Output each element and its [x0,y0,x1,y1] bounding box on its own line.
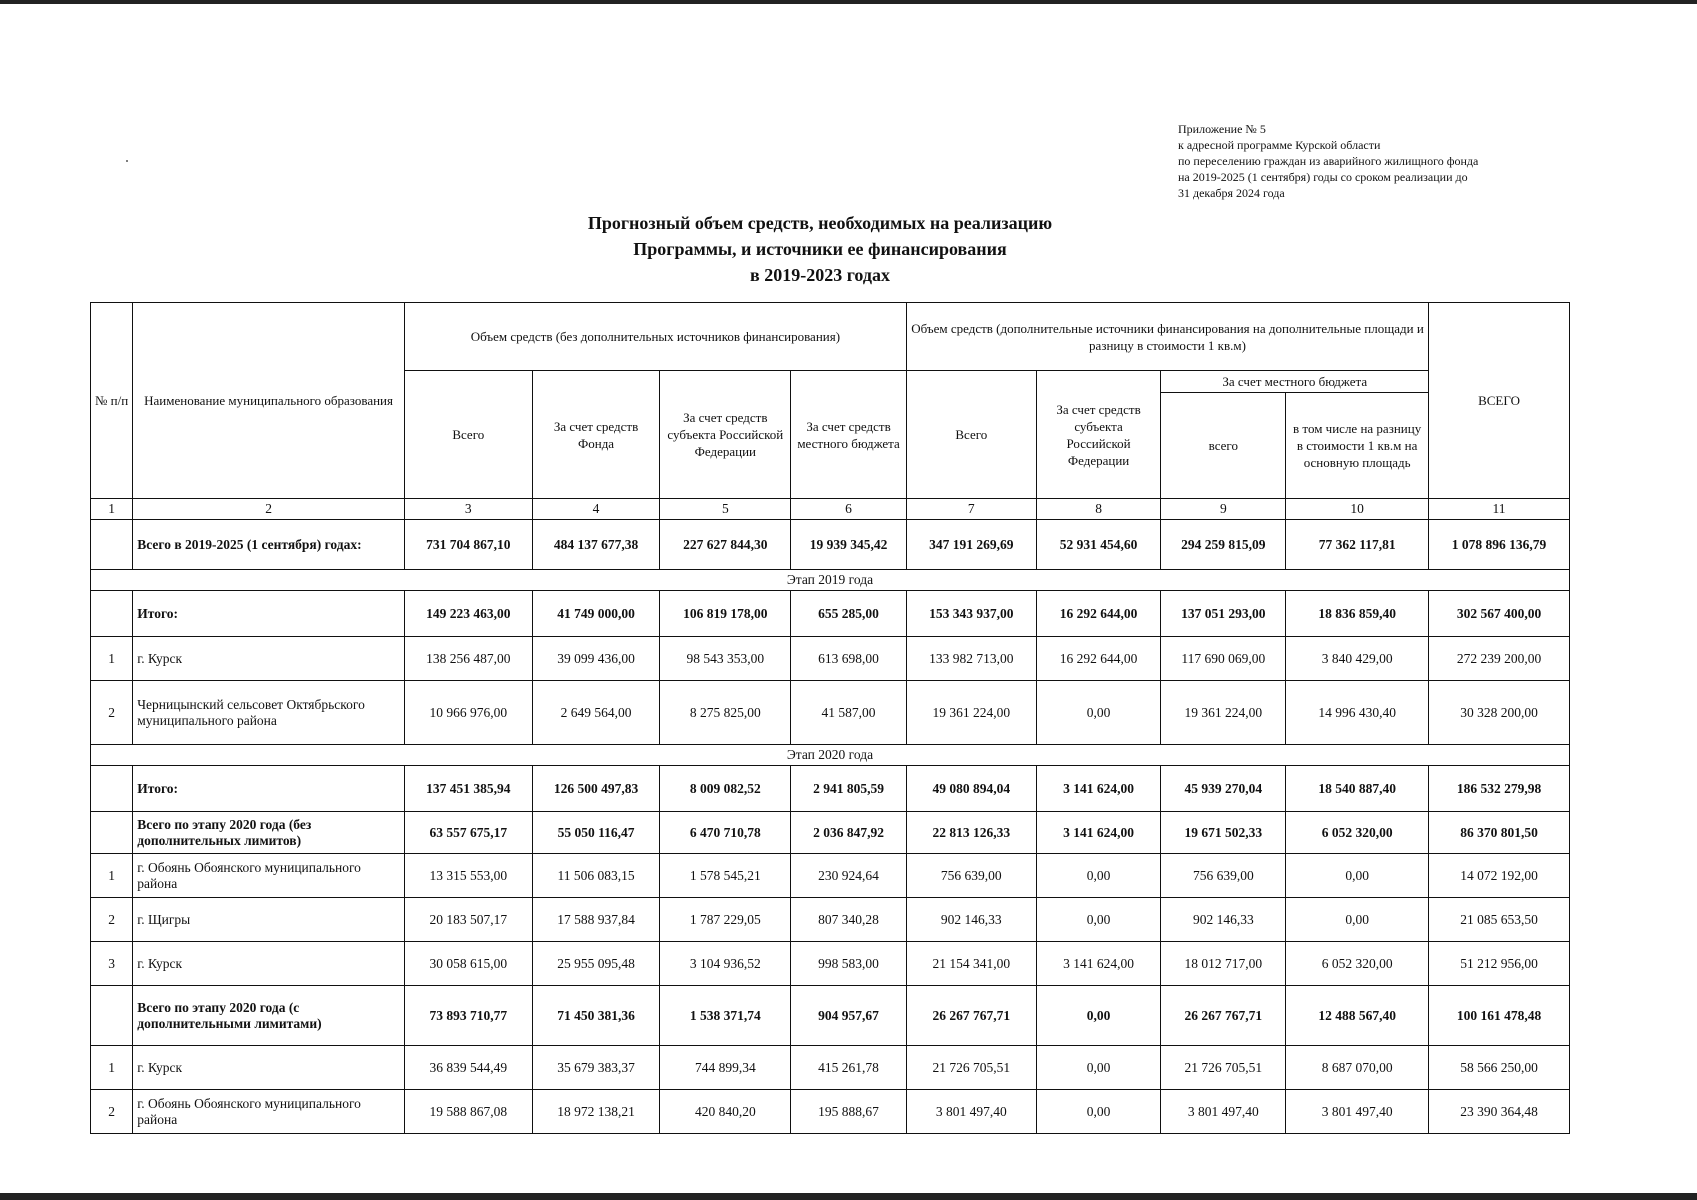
value-cell: 17 588 937,84 [532,898,660,942]
value-cell: 227 627 844,30 [660,520,791,570]
stage2019-total-row [91,591,1570,637]
row-number: 2 [91,1090,133,1134]
value-cell: 41 749 000,00 [532,591,660,637]
value-cell: 807 340,28 [791,898,907,942]
stage-title: Этап 2019 года [91,570,1570,591]
municipality-name: Всего по этапу 2020 года (с дополнительными лимитами) [133,986,405,1046]
value-cell: 18 836 859,40 [1286,591,1429,637]
value-cell: 26 267 767,71 [906,986,1036,1046]
value-cell: 63 557 675,17 [404,812,532,854]
value-cell: 613 698,00 [791,637,907,681]
value-cell: 902 146,33 [906,898,1036,942]
value-cell: 6 052 320,00 [1286,942,1429,986]
grand-total-row [91,520,1570,570]
col-number: 8 [1036,499,1161,520]
funding-table [90,302,1570,1134]
col-number: 3 [404,499,532,520]
stage-row [91,745,1570,766]
value-cell: 137 451 385,94 [404,766,532,812]
value-cell: 756 639,00 [1161,854,1286,898]
value-cell: 117 690 069,00 [1161,637,1286,681]
value-cell: 1 078 896 136,79 [1429,520,1570,570]
value-cell: 100 161 478,48 [1429,986,1570,1046]
header-col10: в том числе на разницу в стоимости 1 кв.м на основную площадь [1286,393,1429,499]
row-number: 1 [91,1046,133,1090]
value-cell: 6 470 710,78 [660,812,791,854]
value-cell: 137 051 293,00 [1161,591,1286,637]
header-col8: За счет средств субъекта Российской Федерации [1036,371,1161,499]
value-cell: 902 146,33 [1161,898,1286,942]
header-col4: За счет средств Фонда [532,371,660,499]
value-cell: 3 141 624,00 [1036,942,1161,986]
header-group-additional: Объем средств (дополнительные источники финансирования на дополнительные площади и разницу в стоимости 1 кв.м) [906,303,1428,371]
value-cell: 0,00 [1286,898,1429,942]
value-cell: 195 888,67 [791,1090,907,1134]
value-cell: 49 080 894,04 [906,766,1036,812]
title-line: Программы, и источники ее финансирования [633,239,1007,259]
value-cell: 14 072 192,00 [1429,854,1570,898]
value-cell: 23 390 364,48 [1429,1090,1570,1134]
col-number: 5 [660,499,791,520]
value-cell: 41 587,00 [791,681,907,745]
stage-row [91,570,1570,591]
appendix-line: 31 декабря 2024 года [1178,186,1285,200]
table-row [91,1090,1570,1134]
value-cell: 18 540 887,40 [1286,766,1429,812]
value-cell: 3 104 936,52 [660,942,791,986]
value-cell: 30 058 615,00 [404,942,532,986]
title-line: в 2019-2023 годах [749,265,891,285]
header-row [91,303,1570,371]
value-cell: 2 941 805,59 [791,766,907,812]
col-number: 4 [532,499,660,520]
value-cell: 26 267 767,71 [1161,986,1286,1046]
value-cell: 21 154 341,00 [906,942,1036,986]
value-cell: 2 036 847,92 [791,812,907,854]
value-cell: 0,00 [1036,681,1161,745]
value-cell: 2 649 564,00 [532,681,660,745]
value-cell: 3 801 497,40 [1161,1090,1286,1134]
value-cell: 1 578 545,21 [660,854,791,898]
value-cell: 186 532 279,98 [1429,766,1570,812]
value-cell: 36 839 544,49 [404,1046,532,1090]
col-number: 9 [1161,499,1286,520]
value-cell: 12 488 567,40 [1286,986,1429,1046]
value-cell: 0,00 [1036,1046,1161,1090]
appendix-line: на 2019-2025 (1 сентября) годы со сроком реализации до [1178,170,1468,184]
value-cell: 8 687 070,00 [1286,1046,1429,1090]
value-cell: 45 939 270,04 [1161,766,1286,812]
header-total: ВСЕГО [1429,303,1570,499]
stage2020-subtotal-row [91,812,1570,854]
municipality-name: г. Курск [133,637,405,681]
municipality-name: Черницынский сельсовет Октябрьского муниципального района [133,681,405,745]
value-cell: 19 588 867,08 [404,1090,532,1134]
value-cell: 14 996 430,40 [1286,681,1429,745]
value-cell: 10 966 976,00 [404,681,532,745]
value-cell: 655 285,00 [791,591,907,637]
column-numbers-row [91,499,1570,520]
value-cell: 153 343 937,00 [906,591,1036,637]
value-cell: 16 292 644,00 [1036,591,1161,637]
col-number: 2 [133,499,405,520]
value-cell: 18 972 138,21 [532,1090,660,1134]
stage2020-total-row [91,766,1570,812]
header-col7: Всего [906,371,1036,499]
header-col9: всего [1161,393,1286,499]
value-cell: 98 543 353,00 [660,637,791,681]
value-cell: 3 141 624,00 [1036,812,1161,854]
header-name: Наименование муниципального образования [133,303,405,499]
appendix-line: Приложение № 5 [1178,122,1266,136]
scan-bottom-edge [0,1193,1697,1200]
municipality-name: Итого: [133,591,405,637]
value-cell: 6 052 320,00 [1286,812,1429,854]
value-cell: 21 726 705,51 [1161,1046,1286,1090]
row-number: 2 [91,681,133,745]
value-cell: 13 315 553,00 [404,854,532,898]
header-col6: За счет средств местного бюджета [791,371,907,499]
value-cell: 71 450 381,36 [532,986,660,1046]
municipality-name: г. Щигры [133,898,405,942]
value-cell: 731 704 867,10 [404,520,532,570]
value-cell: 35 679 383,37 [532,1046,660,1090]
appendix-line: к адресной программе Курской области [1178,138,1381,152]
value-cell: 1 787 229,05 [660,898,791,942]
value-cell: 3 141 624,00 [1036,766,1161,812]
value-cell: 19 361 224,00 [906,681,1036,745]
stage-title: Этап 2020 года [91,745,1570,766]
header-col5: За счет средств субъекта Российской Федерации [660,371,791,499]
value-cell: 415 261,78 [791,1046,907,1090]
value-cell: 230 924,64 [791,854,907,898]
table-row [91,942,1570,986]
value-cell: 30 328 200,00 [1429,681,1570,745]
value-cell: 73 893 710,77 [404,986,532,1046]
value-cell: 18 012 717,00 [1161,942,1286,986]
value-cell: 77 362 117,81 [1286,520,1429,570]
scan-speck [126,160,128,162]
value-cell: 3 840 429,00 [1286,637,1429,681]
value-cell: 138 256 487,00 [404,637,532,681]
value-cell: 20 183 507,17 [404,898,532,942]
value-cell: 51 212 956,00 [1429,942,1570,986]
scan-top-edge [0,0,1697,4]
header-num: № п/п [91,303,133,499]
row-number: 1 [91,637,133,681]
municipality-name: Всего в 2019-2025 (1 сентября) годах: [133,520,405,570]
municipality-name: г. Обоянь Обоянского муниципального района [133,1090,405,1134]
value-cell: 302 567 400,00 [1429,591,1570,637]
value-cell: 0,00 [1036,854,1161,898]
value-cell: 21 085 653,50 [1429,898,1570,942]
value-cell: 19 671 502,33 [1161,812,1286,854]
row-number [91,591,133,637]
municipality-name: г. Обоянь Обоянского муниципального района [133,854,405,898]
value-cell: 0,00 [1036,1090,1161,1134]
value-cell: 11 506 083,15 [532,854,660,898]
value-cell: 149 223 463,00 [404,591,532,637]
value-cell: 756 639,00 [906,854,1036,898]
row-number [91,766,133,812]
value-cell: 133 982 713,00 [906,637,1036,681]
value-cell: 126 500 497,83 [532,766,660,812]
value-cell: 3 801 497,40 [1286,1090,1429,1134]
value-cell: 8 009 082,52 [660,766,791,812]
municipality-name: г. Курск [133,1046,405,1090]
table-row [91,898,1570,942]
header-group-basic: Объем средств (без дополнительных источников финансирования) [404,303,906,371]
value-cell: 19 361 224,00 [1161,681,1286,745]
document-title [480,210,1160,288]
table-row [91,854,1570,898]
value-cell: 25 955 095,48 [532,942,660,986]
value-cell: 0,00 [1036,898,1161,942]
municipality-name: Итого: [133,766,405,812]
value-cell: 904 957,67 [791,986,907,1046]
title-line: Прогнозный объем средств, необходимых на реализацию [587,213,1053,233]
value-cell: 8 275 825,00 [660,681,791,745]
appendix-line: по переселению граждан из аварийного жилищного фонда [1178,154,1479,168]
value-cell: 0,00 [1286,854,1429,898]
value-cell: 22 813 126,33 [906,812,1036,854]
row-number [91,520,133,570]
value-cell: 58 566 250,00 [1429,1046,1570,1090]
value-cell: 998 583,00 [791,942,907,986]
row-number: 3 [91,942,133,986]
value-cell: 106 819 178,00 [660,591,791,637]
municipality-name: Всего по этапу 2020 года (без дополнительных лимитов) [133,812,405,854]
appendix-note [1178,121,1618,201]
value-cell: 484 137 677,38 [532,520,660,570]
row-number [91,812,133,854]
value-cell: 1 538 371,74 [660,986,791,1046]
value-cell: 3 801 497,40 [906,1090,1036,1134]
row-number: 1 [91,854,133,898]
col-number: 7 [906,499,1036,520]
value-cell: 16 292 644,00 [1036,637,1161,681]
col-number: 6 [791,499,907,520]
header-local-budget: За счет местного бюджета [1161,371,1429,393]
value-cell: 420 840,20 [660,1090,791,1134]
value-cell: 347 191 269,69 [906,520,1036,570]
header-col3: Всего [404,371,532,499]
stage2020-subtotal-row [91,986,1570,1046]
value-cell: 55 050 116,47 [532,812,660,854]
row-number [91,986,133,1046]
value-cell: 0,00 [1036,986,1161,1046]
col-number: 10 [1286,499,1429,520]
row-number: 2 [91,898,133,942]
value-cell: 744 899,34 [660,1046,791,1090]
municipality-name: г. Курск [133,942,405,986]
value-cell: 86 370 801,50 [1429,812,1570,854]
value-cell: 52 931 454,60 [1036,520,1161,570]
value-cell: 19 939 345,42 [791,520,907,570]
table-row [91,681,1570,745]
value-cell: 272 239 200,00 [1429,637,1570,681]
col-number: 11 [1429,499,1570,520]
table-row [91,637,1570,681]
table-row [91,1046,1570,1090]
col-number: 1 [91,499,133,520]
value-cell: 39 099 436,00 [532,637,660,681]
value-cell: 21 726 705,51 [906,1046,1036,1090]
value-cell: 294 259 815,09 [1161,520,1286,570]
